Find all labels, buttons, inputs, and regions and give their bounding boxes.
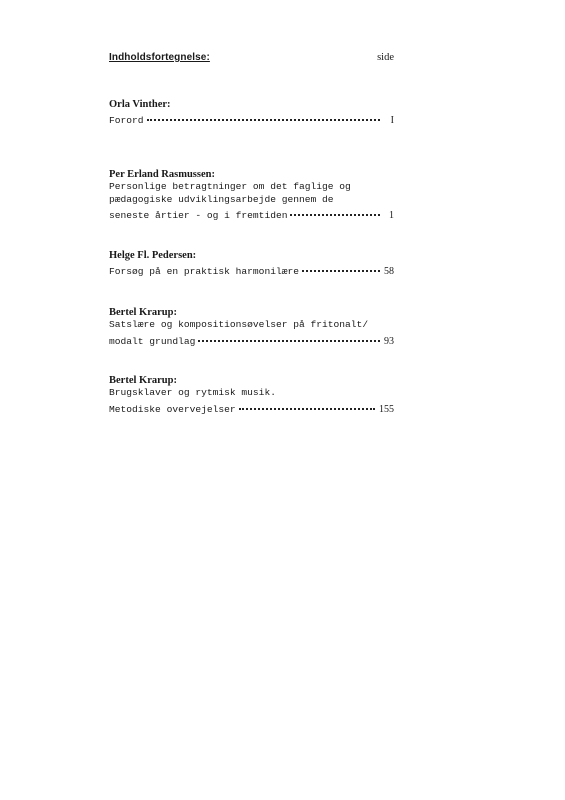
toc-entry [109,306,394,348]
entry-title-text: Metodiske overvejelser [109,403,236,415]
entry-page-number: I [390,115,394,126]
toc-title: Indholdsfortegnelse: [109,52,210,63]
entry-title-line [109,332,394,349]
entry-author: Helge Fl. Pedersen: [109,250,197,261]
entry-title-text: Forord [109,115,144,126]
entry-title-line: pædagogiske udviklingsarbejde gennem de [109,193,334,205]
entry-page-number: 1 [389,210,394,221]
entry-page-number: 93 [384,335,394,347]
entry-title-text: Forsøg på en praktisk harmonilære [109,266,299,277]
entry-title-line [109,206,394,223]
dot-leader [290,206,380,218]
entry-page-number: 155 [379,403,394,415]
dot-leader [239,400,375,412]
entry-title-line: Personlige betragtninger om det faglige og [109,181,351,192]
toc-entry [109,374,394,416]
entry-author: Bertel Krarup: [109,307,177,318]
entry-title-line [109,111,394,128]
dot-leader [147,111,380,123]
entry-title-line: Brugsklaver og rytmisk musik. [109,387,276,398]
entry-author: Orla Vinther: [109,99,171,110]
toc-header [109,52,394,68]
dot-leader [302,262,380,274]
entry-title-line: Satslære og kompositionsøvelser på fritonalt/ [109,319,369,330]
entry-page-number: 58 [384,266,394,277]
page-column-label: side [377,52,394,63]
toc-entry [109,98,394,128]
entry-title-line [109,262,394,279]
entry-author: Bertel Krarup: [109,375,177,386]
entry-title-line [109,400,394,417]
entry-title-text: modalt grundlag [109,335,196,347]
entry-author: Per Erland Rasmussen: [109,169,215,180]
dot-leader [198,332,380,344]
entry-title-text: seneste årtier - og i fremtiden [109,210,288,221]
toc-entry [109,249,394,279]
toc-entry [109,168,394,223]
